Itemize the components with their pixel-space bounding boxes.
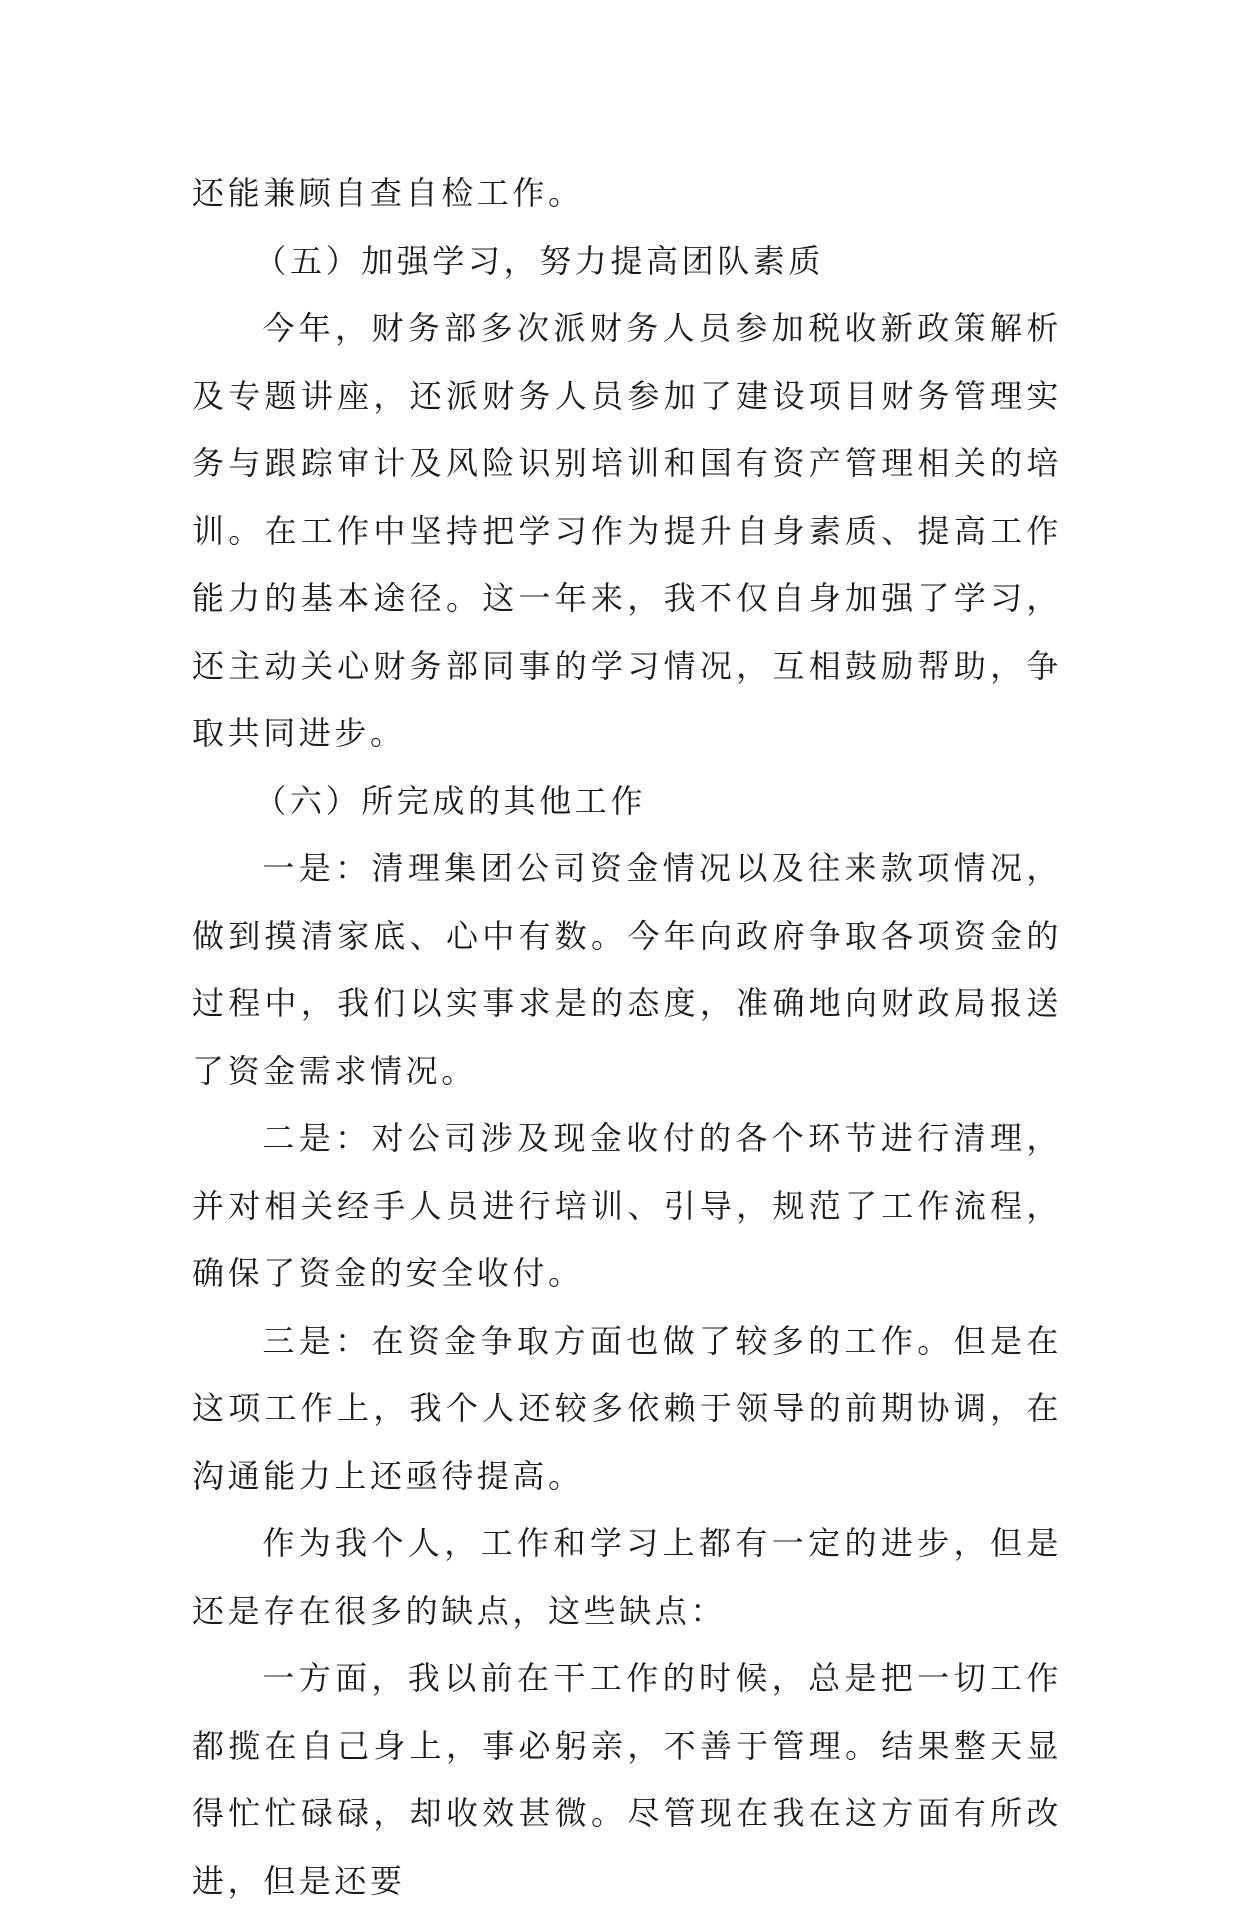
paragraph-study: 今年，财务部多次派财务人员参加税收新政策解析及专题讲座，还派财务人员参加了建设项目财务管理实务与跟踪审计及风险识别培训和国有资产管理相关的培训。在工作中坚持把学习作为提升自身素质、提高工作能力的基本途径。这一年来，我不仅自身加强了学习，还主动关心财务部同事的学习情况，互相鼓励帮助，争取共同进步。 (192, 309, 1062, 752)
paragraph-first-aspect: 一方面，我以前在干工作的时候，总是把一切工作都揽在自己身上，事必躬亲，不善于管理。结果整天显得忙忙碌碌，却收效甚微。尽管现在我在这方面有所改进，但是还要 (192, 1659, 1062, 1900)
paragraph-continuation: 还能兼顾自查自检工作。 (192, 174, 584, 212)
paragraph-item-1: 一是：清理集团公司资金情况以及往来款项情况，做到摸清家底、心中有数。今年向政府争取各项资金的过程中，我们以实事求是的态度，准确地向财政局报送了资金需求情况。 (192, 849, 1062, 1090)
paragraph-shortcomings: 作为我个人，工作和学习上都有一定的进步，但是还是存在很多的缺点，这些缺点： (192, 1524, 1062, 1630)
document-body (192, 160, 1062, 1915)
paragraph-item-3: 三是：在资金争取方面也做了较多的工作。但是在这项工作上，我个人还较多依赖于领导的前期协调，在沟通能力上还亟待提高。 (192, 1321, 1062, 1495)
section-heading-5: （五）加强学习，努力提高团队素质 (254, 241, 824, 280)
paragraph-item-2: 二是：对公司涉及现金收付的各个环节进行清理，并对相关经手人员进行培训、引导，规范了工作流程，确保了资金的安全收付。 (192, 1119, 1062, 1292)
section-heading-6: （六）所完成的其他工作 (254, 781, 646, 820)
